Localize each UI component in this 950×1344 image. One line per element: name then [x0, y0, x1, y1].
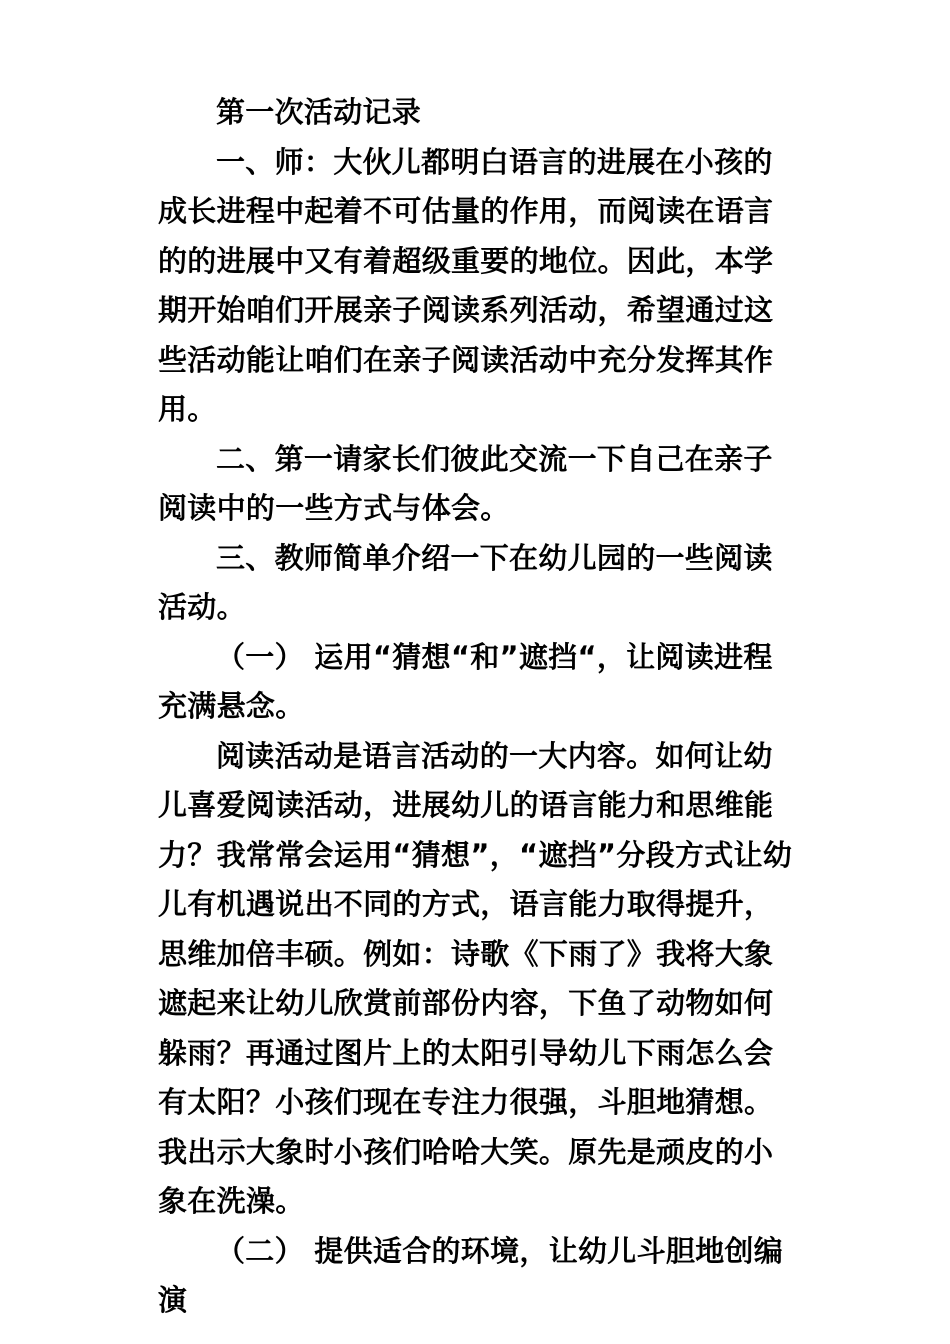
section-heading-1: （一） 运用“猜想“和”遮挡“，让阅读进程充满悬念。: [158, 639, 773, 723]
section-heading-2: （二） 提供适合的环境，让幼儿斗胆地创编演: [158, 1233, 784, 1317]
paragraph-3: 三、教师简单介绍一下在幼儿园的一些阅读活动。: [158, 540, 773, 624]
paragraph-2: 二、第一请家长们彼此交流一下自己在亲子阅读中的一些方式与体会。: [158, 441, 773, 525]
paragraph-1: 一、师：大伙儿都明白语言的进展在小孩的成长进程中起着不可估量的作用，而阅读在语言的的进展中又有着超级重要的地位。因此，本学期开始咱们开展亲子阅读系列活动，希望通过这些活动能让咱们在亲子阅读活动中充分发挥其作用。: [158, 144, 774, 426]
document-body: [158, 88, 798, 1326]
paragraph-4: 阅读活动是语言活动的一大内容。如何让幼儿喜爱阅读活动，进展幼儿的语言能力和思维能力？我常常会运用“猜想”，“遮挡”分段方式让幼儿有机遇说出不同的方式，语言能力取得提升，思维加倍丰硕。例如：诗歌《下雨了》我将大象遮起来让幼儿欣赏前部份内容，下鱼了动物如何躲雨？再通过图片上的太阳引导幼儿下雨怎么会有太阳？小孩们现在专注力很强，斗胆地猜想。我出示大象时小孩们哈哈大笑。原先是顽皮的小象在洗澡。: [158, 738, 793, 1218]
record-title: 第一次活动记录: [216, 95, 422, 129]
